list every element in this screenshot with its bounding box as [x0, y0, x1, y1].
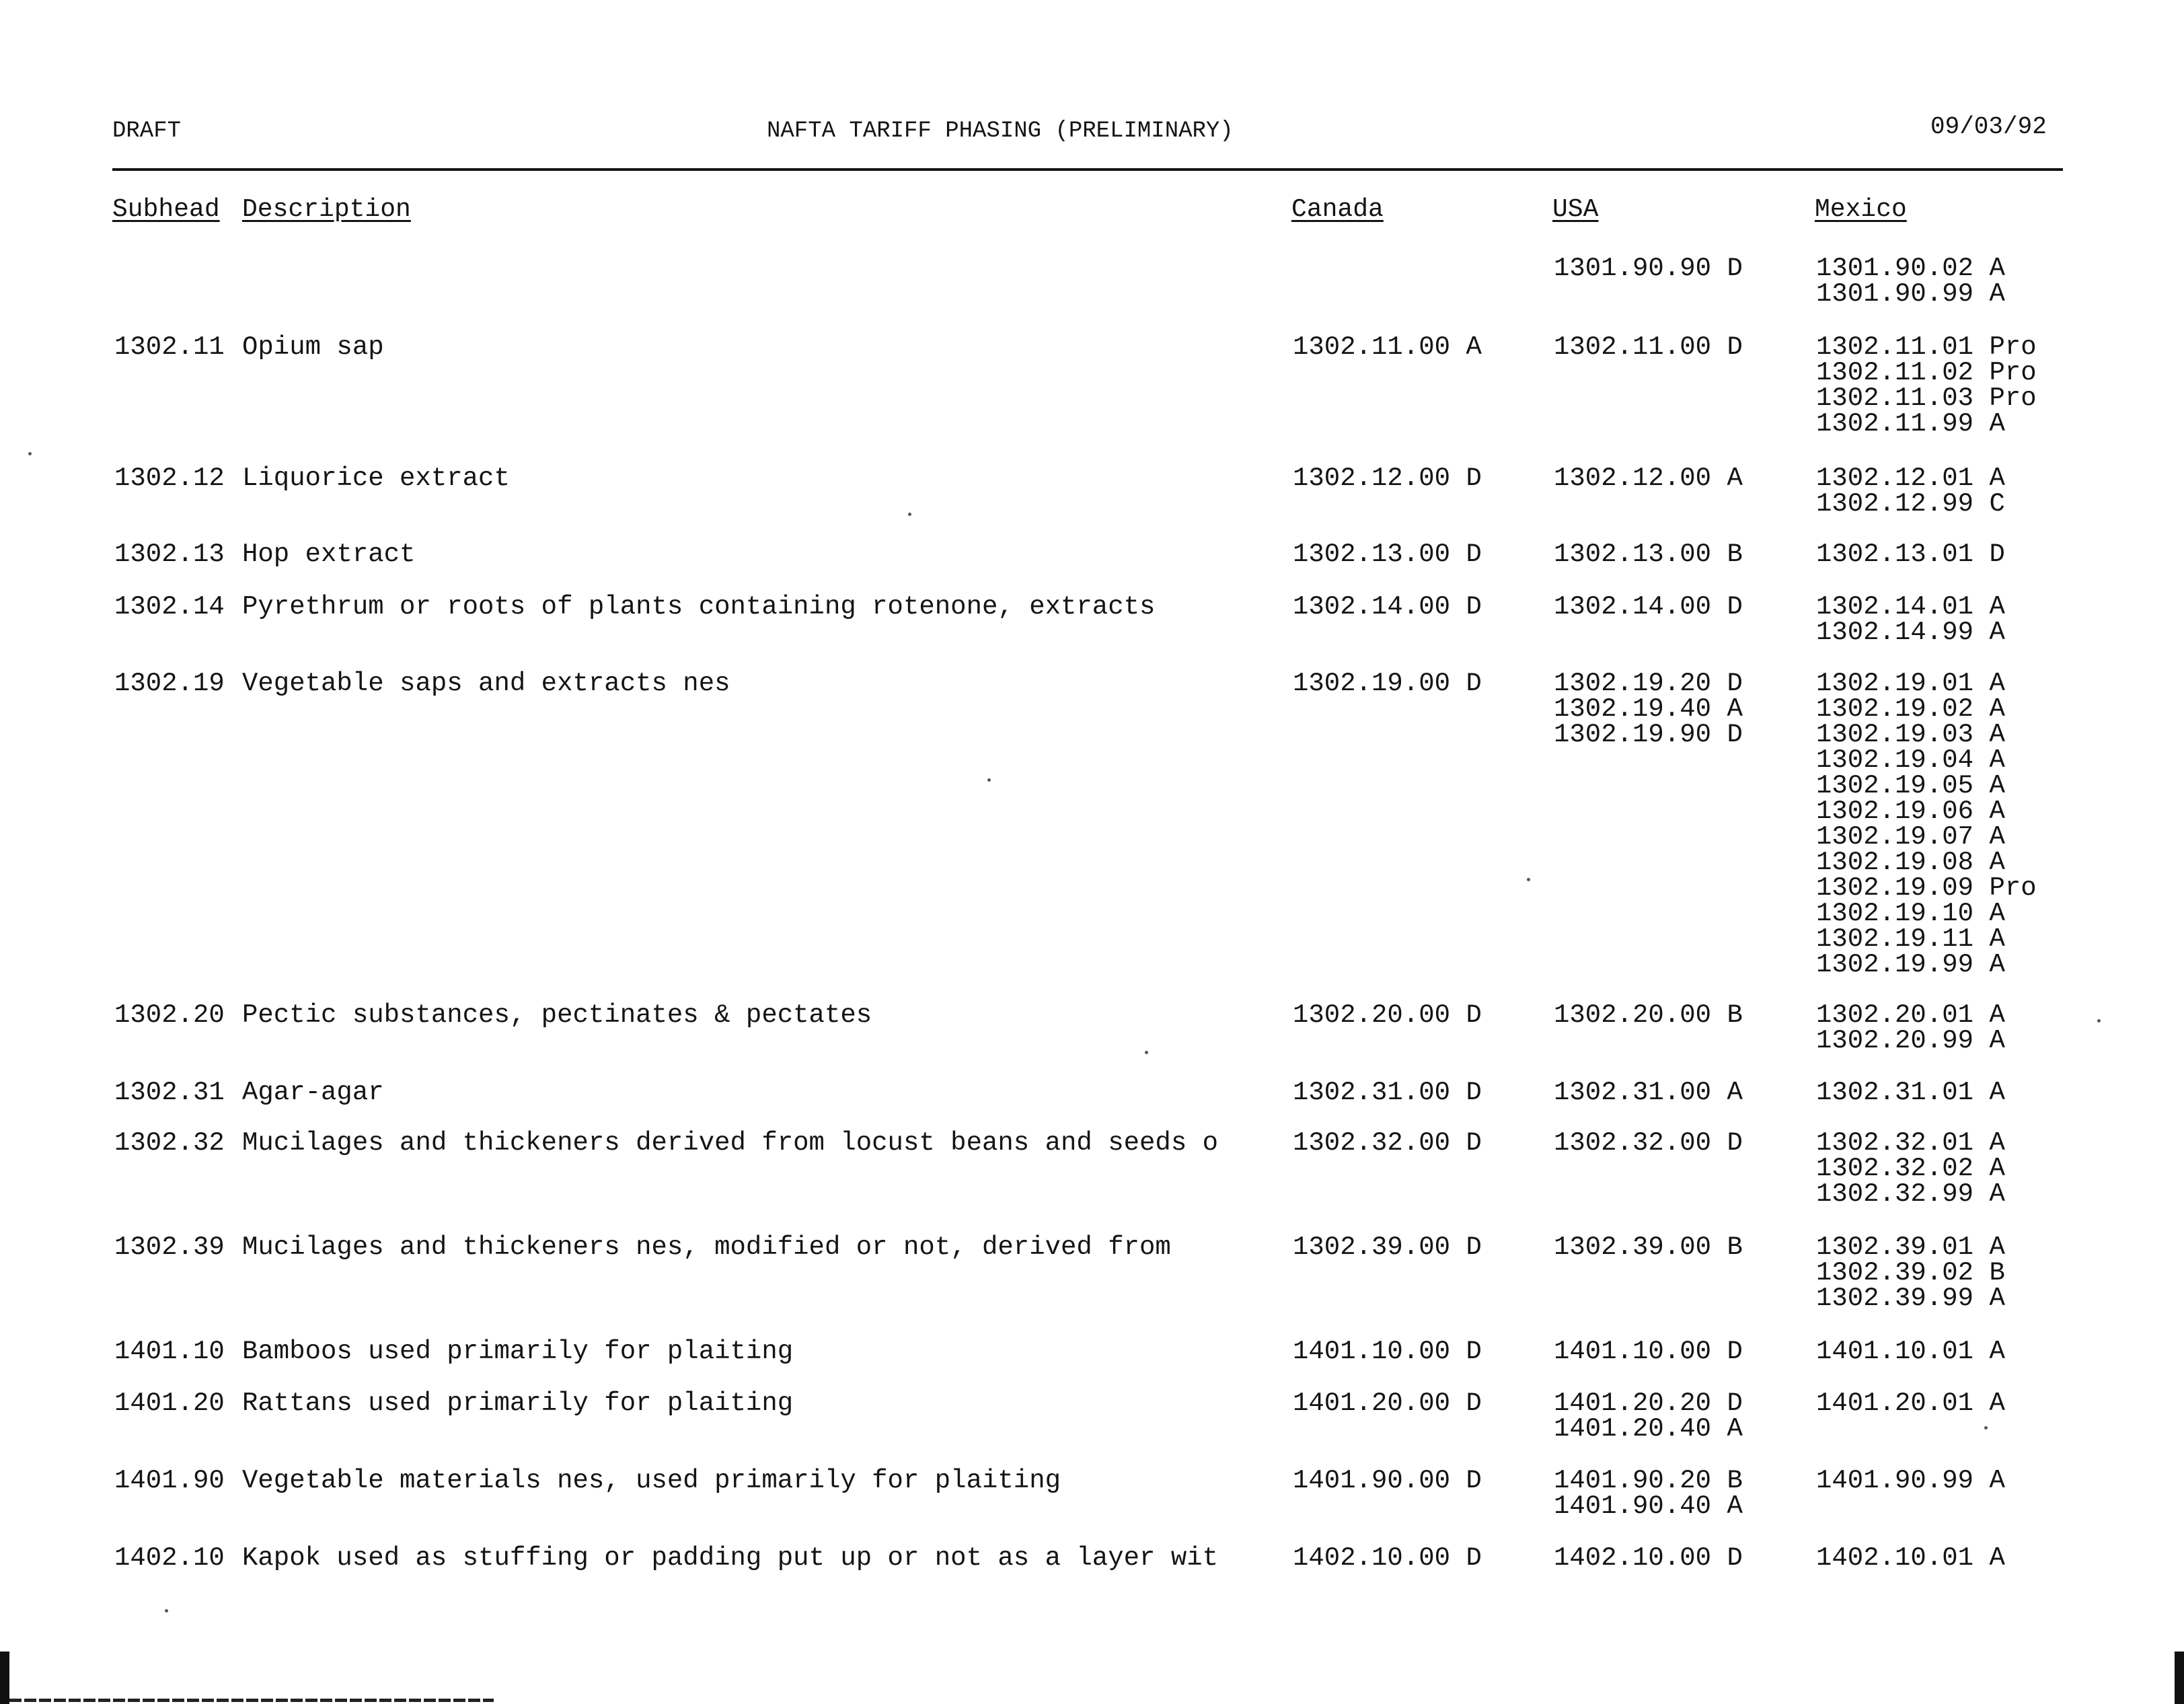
mexico-tariff-code: 1302.19.06 A — [1816, 797, 2005, 826]
canada-codes-cell — [1293, 1545, 1482, 1571]
subhead-cell: 1302.11 — [114, 332, 225, 362]
canada-codes-cell — [1293, 1002, 1482, 1028]
mexico-tariff-code: 1302.19.99 A — [1816, 950, 2005, 979]
canada-codes-cell — [1293, 671, 1482, 696]
subhead-cell: 1302.31 — [114, 1078, 225, 1107]
mexico-codes-cell — [1816, 334, 2037, 437]
mexico-tariff-code: 1301.90.99 A — [1816, 279, 2005, 309]
usa-tariff-code: 1302.32.00 D — [1554, 1128, 1743, 1158]
canada-tariff-code: 1302.20.00 D — [1293, 1000, 1482, 1030]
usa-tariff-code: 1302.19.20 D — [1554, 669, 1743, 698]
usa-tariff-code: 1302.31.00 A — [1554, 1078, 1743, 1107]
mexico-tariff-code: 1301.90.02 A — [1816, 254, 2005, 283]
description-cell: Vegetable saps and extracts nes — [242, 669, 730, 698]
mexico-tariff-code: 1302.12.99 C — [1816, 489, 2005, 519]
mexico-tariff-code: 1302.14.99 A — [1816, 618, 2005, 647]
mexico-tariff-code: 1302.11.02 Pro — [1816, 358, 2037, 387]
scan-speck — [1527, 878, 1530, 881]
usa-tariff-code: 1301.90.90 D — [1554, 254, 1743, 283]
mexico-tariff-code: 1302.39.02 B — [1816, 1258, 2005, 1288]
usa-tariff-code: 1402.10.00 D — [1554, 1543, 1743, 1573]
usa-codes-cell — [1554, 1234, 1743, 1260]
mexico-codes-cell — [1816, 1388, 2005, 1418]
scan-edge-right — [2175, 1652, 2184, 1704]
canada-column-header: Canada — [1291, 195, 1384, 224]
mexico-tariff-code: 1302.32.02 A — [1816, 1154, 2005, 1183]
usa-tariff-code: 1401.20.40 A — [1554, 1414, 1743, 1444]
usa-tariff-code: 1401.90.40 A — [1554, 1491, 1743, 1521]
description-cell: Pectic substances, pectinates & pectates — [242, 1000, 872, 1030]
mexico-codes-cell — [1816, 594, 2005, 645]
usa-codes-cell — [1554, 334, 1743, 360]
usa-tariff-code: 1302.20.00 B — [1554, 1000, 1743, 1030]
usa-codes-cell — [1554, 594, 1743, 620]
mexico-codes-cell — [1816, 1339, 2005, 1364]
mexico-codes-cell — [1816, 466, 2005, 517]
canada-tariff-code: 1401.10.00 D — [1293, 1337, 1482, 1366]
canada-tariff-code: 1302.14.00 D — [1293, 592, 1482, 622]
description-cell: Bamboos used primarily for plaiting — [242, 1337, 794, 1366]
document-title: NAFTA TARIFF PHASING (PRELIMINARY) — [767, 118, 1234, 144]
mexico-tariff-code: 1302.39.01 A — [1816, 1232, 2005, 1262]
scan-edge-left — [0, 1652, 9, 1704]
scan-speck — [908, 513, 911, 516]
description-cell: Agar-agar — [242, 1078, 384, 1107]
page-header — [0, 0, 2184, 175]
mexico-tariff-code: 1302.13.01 D — [1816, 540, 2005, 569]
mexico-tariff-code: 1302.19.05 A — [1816, 771, 2005, 801]
usa-tariff-code: 1302.14.00 D — [1554, 592, 1743, 622]
canada-codes-cell — [1293, 594, 1482, 620]
subhead-cell: 1401.20 — [114, 1388, 225, 1418]
canada-codes-cell — [1293, 466, 1482, 491]
mexico-codes-cell — [1816, 542, 2005, 567]
scan-speck — [1984, 1426, 1988, 1430]
mexico-codes-cell — [1816, 671, 2037, 977]
mexico-codes-cell — [1816, 1130, 2005, 1207]
description-cell: Liquorice extract — [242, 464, 510, 493]
scan-speck — [1145, 1051, 1148, 1054]
scan-speck — [987, 778, 991, 782]
canada-tariff-code: 1302.31.00 D — [1293, 1078, 1482, 1107]
usa-codes-cell — [1554, 256, 1743, 281]
mexico-codes-cell — [1816, 1080, 2005, 1105]
canada-tariff-code: 1302.32.00 D — [1293, 1128, 1482, 1158]
mexico-tariff-code: 1402.10.01 A — [1816, 1543, 2005, 1573]
mexico-tariff-code: 1302.19.11 A — [1816, 924, 2005, 954]
mexico-tariff-code: 1401.10.01 A — [1816, 1337, 2005, 1366]
usa-codes-cell — [1554, 1130, 1743, 1156]
mexico-codes-cell — [1816, 1234, 2005, 1311]
mexico-tariff-code: 1302.20.99 A — [1816, 1026, 2005, 1055]
usa-codes-cell — [1554, 1468, 1743, 1519]
usa-tariff-code: 1302.39.00 B — [1554, 1232, 1743, 1262]
subhead-cell: 1302.13 — [114, 540, 225, 569]
usa-codes-cell — [1554, 1080, 1743, 1105]
subhead-cell: 1302.14 — [114, 592, 225, 622]
description-cell: Hop extract — [242, 540, 416, 569]
mexico-tariff-code: 1302.19.03 A — [1816, 720, 2005, 749]
canada-tariff-code: 1402.10.00 D — [1293, 1543, 1482, 1573]
usa-tariff-code: 1401.10.00 D — [1554, 1337, 1743, 1366]
canada-codes-cell — [1293, 542, 1482, 567]
canada-codes-cell — [1293, 1339, 1482, 1364]
description-column-header: Description — [242, 195, 411, 224]
mexico-tariff-code: 1302.32.01 A — [1816, 1128, 2005, 1158]
usa-tariff-code: 1302.19.40 A — [1554, 694, 1743, 724]
description-cell: Kapok used as stuffing or padding put up or not as a layer wit — [242, 1543, 1219, 1573]
subhead-column-header: Subhead — [112, 195, 220, 224]
canada-codes-cell — [1293, 334, 1482, 360]
scan-edge-marks — [0, 1652, 2184, 1704]
subhead-cell: 1401.10 — [114, 1337, 225, 1366]
canada-tariff-code: 1302.39.00 D — [1293, 1232, 1482, 1262]
mexico-tariff-code: 1302.31.01 A — [1816, 1078, 2005, 1107]
mexico-codes-cell — [1816, 256, 2005, 307]
column-headers — [0, 195, 2184, 235]
canada-codes-cell — [1293, 1388, 1482, 1418]
canada-codes-cell — [1293, 1080, 1482, 1105]
usa-tariff-code: 1401.20.20 D — [1554, 1388, 1743, 1418]
usa-tariff-code: 1302.12.00 A — [1554, 464, 1743, 493]
mexico-tariff-code: 1302.39.99 A — [1816, 1284, 2005, 1313]
mexico-tariff-code: 1401.90.99 A — [1816, 1466, 2005, 1495]
canada-tariff-code: 1302.13.00 D — [1293, 540, 1482, 569]
mexico-column-header: Mexico — [1815, 195, 1907, 224]
canada-tariff-code: 1302.19.00 D — [1293, 669, 1482, 698]
description-cell: Opium sap — [242, 332, 384, 362]
mexico-codes-cell — [1816, 1468, 2005, 1493]
subhead-cell: 1302.19 — [114, 669, 225, 698]
usa-tariff-code: 1302.19.90 D — [1554, 720, 1743, 749]
header-rule — [112, 168, 2063, 171]
canada-tariff-code: 1401.90.00 D — [1293, 1466, 1482, 1495]
mexico-tariff-code: 1302.11.99 A — [1816, 409, 2005, 439]
mexico-tariff-code: 1302.14.01 A — [1816, 592, 2005, 622]
canada-tariff-code: 1302.12.00 D — [1293, 464, 1482, 493]
usa-codes-cell — [1554, 1545, 1743, 1571]
mexico-tariff-code: 1302.32.99 A — [1816, 1179, 2005, 1209]
scan-edge-bottom — [9, 1699, 494, 1702]
description-cell: Rattans used primarily for plaiting — [242, 1388, 794, 1418]
mexico-tariff-code: 1302.11.03 Pro — [1816, 383, 2037, 413]
description-cell: Mucilages and thickeners derived from locust beans and seeds o — [242, 1128, 1219, 1158]
usa-codes-cell — [1554, 1388, 1743, 1444]
description-cell: Pyrethrum or roots of plants containing rotenone, extracts — [242, 592, 1156, 622]
mexico-tariff-code: 1302.19.10 A — [1816, 899, 2005, 928]
mexico-tariff-code: 1302.12.01 A — [1816, 464, 2005, 493]
scan-speck — [28, 452, 32, 455]
mexico-tariff-code: 1302.19.08 A — [1816, 848, 2005, 877]
usa-codes-cell — [1554, 466, 1743, 491]
usa-tariff-code: 1302.13.00 B — [1554, 540, 1743, 569]
mexico-codes-cell — [1816, 1545, 2005, 1571]
mexico-tariff-code: 1302.19.07 A — [1816, 822, 2005, 852]
subhead-cell: 1402.10 — [114, 1543, 225, 1573]
mexico-tariff-code: 1302.20.01 A — [1816, 1000, 2005, 1030]
mexico-tariff-code: 1302.19.01 A — [1816, 669, 2005, 698]
tariff-table-body — [0, 256, 2184, 1574]
scan-speck — [165, 1609, 168, 1613]
mexico-codes-cell — [1816, 1002, 2005, 1053]
subhead-cell: 1302.12 — [114, 464, 225, 493]
usa-codes-cell — [1554, 671, 1743, 747]
mexico-tariff-code: 1302.19.09 Pro — [1816, 873, 2037, 903]
document-date: 09/03/92 — [1930, 113, 2047, 141]
description-cell: Vegetable materials nes, used primarily for plaiting — [242, 1466, 1061, 1495]
usa-codes-cell — [1554, 542, 1743, 567]
canada-tariff-code: 1302.11.00 A — [1293, 332, 1482, 362]
scan-speck — [2097, 1019, 2101, 1023]
subhead-cell: 1302.32 — [114, 1128, 225, 1158]
mexico-tariff-code: 1302.19.02 A — [1816, 694, 2005, 724]
subhead-cell: 1302.20 — [114, 1000, 225, 1030]
draft-label: DRAFT — [112, 118, 182, 144]
canada-tariff-code: 1401.20.00 D — [1293, 1388, 1482, 1418]
mexico-tariff-code: 1302.19.04 A — [1816, 745, 2005, 775]
mexico-tariff-code: 1302.11.01 Pro — [1816, 332, 2037, 362]
canada-codes-cell — [1293, 1234, 1482, 1260]
usa-tariff-code: 1302.11.00 D — [1554, 332, 1743, 362]
mexico-tariff-code: 1401.20.01 A — [1816, 1388, 2005, 1418]
subhead-cell: 1401.90 — [114, 1466, 225, 1495]
usa-column-header: USA — [1552, 195, 1599, 224]
subhead-cell: 1302.39 — [114, 1232, 225, 1262]
usa-codes-cell — [1554, 1002, 1743, 1028]
canada-codes-cell — [1293, 1130, 1482, 1156]
canada-codes-cell — [1293, 1468, 1482, 1493]
description-cell: Mucilages and thickeners nes, modified or not, derived from — [242, 1232, 1171, 1262]
usa-codes-cell — [1554, 1339, 1743, 1364]
usa-tariff-code: 1401.90.20 B — [1554, 1466, 1743, 1495]
